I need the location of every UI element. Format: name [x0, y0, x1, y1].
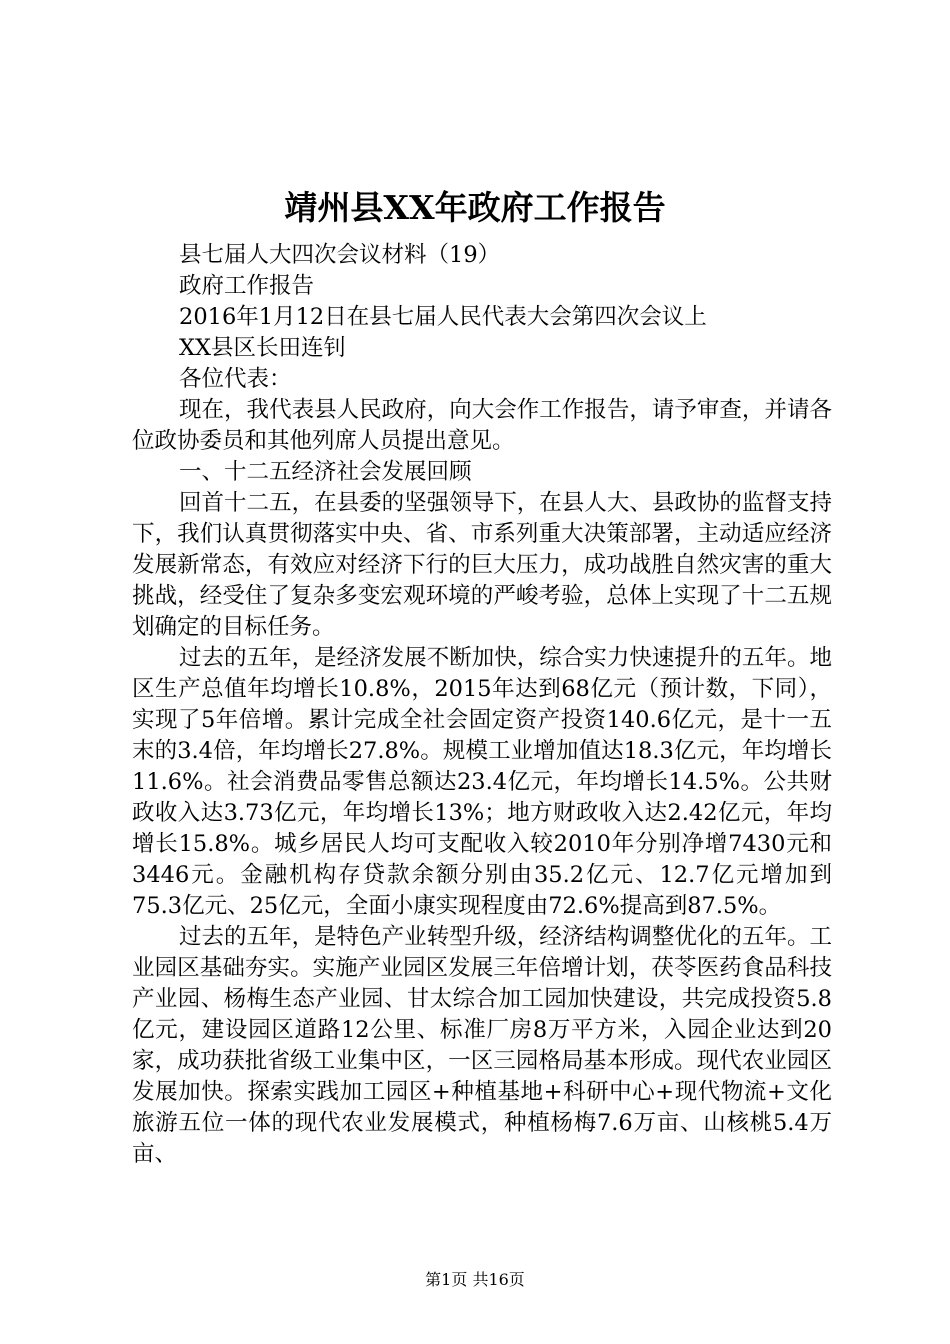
document-title: 靖州县XX年政府工作报告: [284, 188, 666, 227]
speaker-line: XX县区长田连钊: [179, 335, 347, 361]
paragraph-review: 回首十二五，在县委的坚强领导下，在县人大、县政协的监督支持下，我们认真贯彻落实中央、省、市系列重大决策部署，主动适应经济发展新常态，有效应对经济下行的巨大压力，成功战胜自然灾害的重大挑战，经受住了复杂多变宏观环境的严峻考验，总体上实现了十二五规划确定的目标任务。: [132, 490, 832, 640]
paragraph-economy: 过去的五年，是经济发展不断加快，综合实力快速提升的五年。地区生产总值年均增长10.8%，2015年达到68亿元（预计数，下同），实现了5年倍增。累计完成全社会固定资产投资140.6亿元，是十一五末的3.4倍，年均增长27.8%。规模工业增加值达18.3亿元，年均增长11.6%。社会消费品零售总额达23.4亿元，年均增长14.5%。公共财政收入达3.73亿元，年均增长13%；地方财政收入达2.42亿元，年均增长15.8%。城乡居民人均可支配收入较2010年分别净增7430元和3446元。金融机构存贷款余额分别由35.2亿元、12.7亿元增加到75.3亿元、25亿元，全面小康实现程度由72.6%提高到87.5%。: [132, 645, 832, 919]
meeting-material-line: 县七届人大四次会议材料（19）: [179, 242, 501, 268]
paragraph-industry: 过去的五年，是特色产业转型升级，经济结构调整优化的五年。工业园区基础夯实。实施产业园区发展三年倍增计划，茯苓医药食品科技产业园、杨梅生态产业园、甘太综合加工园加快建设，共完成投资5.8亿元，建设园区道路12公里、标准厂房8万平方米，入园企业达到20家，成功获批省级工业集中区，一区三园格局基本形成。现代农业园区发展加快。探索实践加工园区+种植基地+科研中心+现代物流+文化旅游五位一体的现代农业发展模式，种植杨梅7.6万亩、山核桃5.4万亩、: [132, 924, 832, 1167]
section-heading: 一、十二五经济社会发展回顾: [179, 459, 472, 485]
document-body: [132, 240, 832, 1170]
meeting-date-line: 2016年1月12日在县七届人民代表大会第四次会议上: [179, 304, 707, 330]
report-subtitle: 政府工作报告: [179, 273, 315, 299]
salutation: 各位代表：: [179, 366, 292, 392]
paragraph-intro: 现在，我代表县人民政府，向大会作工作报告，请予审查，并请各位政协委员和其他列席人员提出意见。: [132, 397, 832, 454]
page-footer: 第1页 共16页: [425, 1270, 525, 1289]
